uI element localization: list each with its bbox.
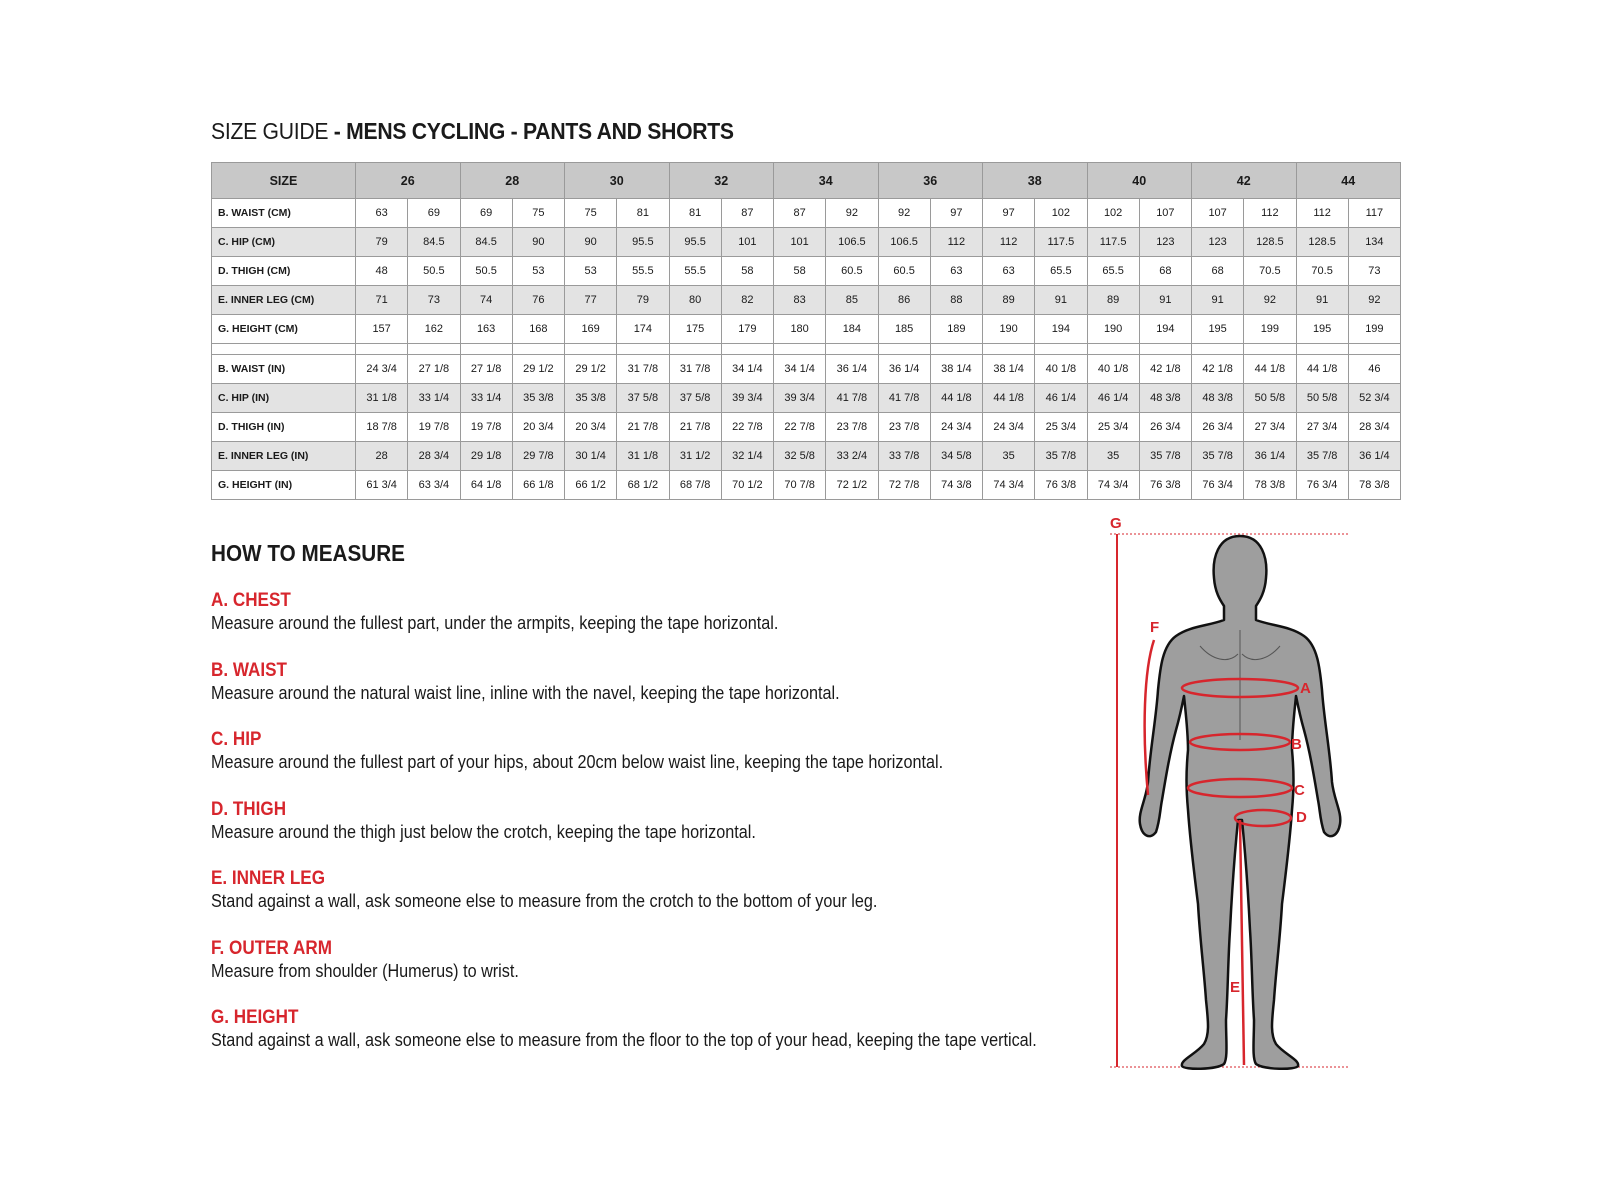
table-cell: 19 7/8 bbox=[460, 413, 512, 442]
table-cell: 107 bbox=[1139, 199, 1191, 228]
table-cell: 84.5 bbox=[408, 228, 460, 257]
table-cell: 27 1/8 bbox=[408, 355, 460, 384]
table-cell: 194 bbox=[1139, 315, 1191, 344]
table-cell: 36 1/4 bbox=[878, 355, 930, 384]
table-cell: 163 bbox=[460, 315, 512, 344]
table-cell: 74 3/8 bbox=[930, 471, 982, 500]
table-cell: 72 1/2 bbox=[826, 471, 878, 500]
how-to-measure-heading: HOW TO MEASURE bbox=[211, 540, 405, 566]
table-cell: 199 bbox=[1348, 315, 1400, 344]
size-header-32: 32 bbox=[669, 163, 774, 199]
table-cell: 34 1/4 bbox=[774, 355, 826, 384]
spacer-cell bbox=[826, 344, 878, 355]
table-cell: 80 bbox=[669, 286, 721, 315]
table-cell: 34 1/4 bbox=[721, 355, 773, 384]
table-row bbox=[212, 384, 1401, 413]
table-row bbox=[212, 442, 1401, 471]
table-cell: 90 bbox=[512, 228, 564, 257]
table-cell: 27 1/8 bbox=[460, 355, 512, 384]
table-cell: 60.5 bbox=[826, 257, 878, 286]
table-cell: 69 bbox=[460, 199, 512, 228]
table-cell: 34 5/8 bbox=[930, 442, 982, 471]
table-row bbox=[212, 315, 1401, 344]
table-cell: 168 bbox=[512, 315, 564, 344]
table-cell: 68 bbox=[1192, 257, 1244, 286]
table-cell: 55.5 bbox=[617, 257, 669, 286]
table-cell: 102 bbox=[1035, 199, 1087, 228]
table-cell: 101 bbox=[721, 228, 773, 257]
size-header-38: 38 bbox=[983, 163, 1088, 199]
table-cell: 39 3/4 bbox=[774, 384, 826, 413]
table-cell: 36 1/4 bbox=[1348, 442, 1400, 471]
label-c: C bbox=[1294, 782, 1305, 799]
table-cell: 65.5 bbox=[1035, 257, 1087, 286]
table-cell: 107 bbox=[1192, 199, 1244, 228]
measure-title: G. HEIGHT bbox=[211, 1007, 299, 1028]
measure-description: Measure around the fullest part, under the armpits, keeping the tape horizontal. bbox=[211, 613, 779, 633]
table-cell: 83 bbox=[774, 286, 826, 315]
table-cell: 74 3/4 bbox=[983, 471, 1035, 500]
size-header-26: 26 bbox=[356, 163, 461, 199]
table-cell: 97 bbox=[930, 199, 982, 228]
table-cell: 39 3/4 bbox=[721, 384, 773, 413]
row-label: D. THIGH (CM) bbox=[212, 257, 356, 286]
measure-item bbox=[211, 590, 1091, 660]
table-cell: 69 bbox=[408, 199, 460, 228]
table-cell: 199 bbox=[1244, 315, 1296, 344]
table-cell: 112 bbox=[1296, 199, 1348, 228]
spacer-cell bbox=[721, 344, 773, 355]
table-cell: 40 1/8 bbox=[1035, 355, 1087, 384]
table-cell: 58 bbox=[721, 257, 773, 286]
table-cell: 190 bbox=[983, 315, 1035, 344]
table-cell: 35 7/8 bbox=[1192, 442, 1244, 471]
table-cell: 79 bbox=[356, 228, 408, 257]
label-a: A bbox=[1300, 680, 1311, 697]
table-cell: 38 1/4 bbox=[930, 355, 982, 384]
table-cell: 190 bbox=[1087, 315, 1139, 344]
table-cell: 21 7/8 bbox=[617, 413, 669, 442]
table-cell: 66 1/8 bbox=[512, 471, 564, 500]
table-cell: 37 5/8 bbox=[669, 384, 721, 413]
size-table bbox=[211, 162, 1401, 500]
table-cell: 29 7/8 bbox=[512, 442, 564, 471]
table-cell: 46 1/4 bbox=[1087, 384, 1139, 413]
table-cell: 29 1/2 bbox=[512, 355, 564, 384]
table-cell: 26 3/4 bbox=[1192, 413, 1244, 442]
table-row bbox=[212, 471, 1401, 500]
measure-item bbox=[211, 799, 1091, 869]
table-cell: 25 3/4 bbox=[1087, 413, 1139, 442]
table-cell: 40 1/8 bbox=[1087, 355, 1139, 384]
table-cell: 44 1/8 bbox=[1296, 355, 1348, 384]
table-cell: 60.5 bbox=[878, 257, 930, 286]
table-cell: 35 bbox=[1087, 442, 1139, 471]
table-cell: 68 bbox=[1139, 257, 1191, 286]
measure-item bbox=[211, 1007, 1091, 1077]
table-cell: 81 bbox=[617, 199, 669, 228]
table-cell: 91 bbox=[1192, 286, 1244, 315]
table-cell: 33 2/4 bbox=[826, 442, 878, 471]
table-cell: 52 3/4 bbox=[1348, 384, 1400, 413]
row-label: C. HIP (IN) bbox=[212, 384, 356, 413]
table-cell: 123 bbox=[1192, 228, 1244, 257]
row-label: B. WAIST (CM) bbox=[212, 199, 356, 228]
measure-description: Measure around the thigh just below the crotch, keeping the tape horizontal. bbox=[211, 821, 756, 842]
table-cell: 128.5 bbox=[1296, 228, 1348, 257]
table-cell: 102 bbox=[1087, 199, 1139, 228]
spacer-cell bbox=[930, 344, 982, 355]
size-header-36: 36 bbox=[878, 163, 983, 199]
row-label: E. INNER LEG (CM) bbox=[212, 286, 356, 315]
measure-title: A. CHEST bbox=[211, 590, 291, 611]
table-cell: 85 bbox=[826, 286, 878, 315]
table-cell: 31 7/8 bbox=[669, 355, 721, 384]
table-cell: 92 bbox=[1348, 286, 1400, 315]
table-spacer-row bbox=[212, 344, 1401, 355]
table-cell: 95.5 bbox=[617, 228, 669, 257]
table-cell: 26 3/4 bbox=[1139, 413, 1191, 442]
row-label: E. INNER LEG (IN) bbox=[212, 442, 356, 471]
measure-item bbox=[211, 729, 1091, 799]
measure-item bbox=[211, 868, 1091, 938]
measure-title: E. INNER LEG bbox=[211, 868, 326, 889]
measure-title: B. WAIST bbox=[211, 659, 288, 681]
table-cell: 112 bbox=[930, 228, 982, 257]
table-cell: 42 1/8 bbox=[1192, 355, 1244, 384]
table-cell: 91 bbox=[1035, 286, 1087, 315]
table-cell: 48 bbox=[356, 257, 408, 286]
size-header-42: 42 bbox=[1192, 163, 1297, 199]
spacer-cell bbox=[1296, 344, 1348, 355]
spacer-cell bbox=[669, 344, 721, 355]
table-cell: 78 3/8 bbox=[1244, 471, 1296, 500]
table-cell: 38 1/4 bbox=[983, 355, 1035, 384]
table-cell: 31 1/2 bbox=[669, 442, 721, 471]
table-cell: 23 7/8 bbox=[826, 413, 878, 442]
spacer-cell bbox=[1035, 344, 1087, 355]
table-cell: 50 5/8 bbox=[1296, 384, 1348, 413]
size-header-30: 30 bbox=[565, 163, 670, 199]
table-cell: 70 7/8 bbox=[774, 471, 826, 500]
table-cell: 89 bbox=[983, 286, 1035, 315]
table-cell: 24 3/4 bbox=[983, 413, 1035, 442]
page-title bbox=[211, 118, 734, 145]
table-cell: 46 1/4 bbox=[1035, 384, 1087, 413]
table-cell: 35 7/8 bbox=[1035, 442, 1087, 471]
table-cell: 128.5 bbox=[1244, 228, 1296, 257]
measure-description: Measure around the fullest part of your hips, about 20cm below waist line, keeping the tape horizontal. bbox=[211, 752, 944, 772]
table-cell: 32 1/4 bbox=[721, 442, 773, 471]
table-cell: 74 3/4 bbox=[1087, 471, 1139, 500]
label-e: E bbox=[1230, 979, 1241, 996]
table-cell: 24 3/4 bbox=[930, 413, 982, 442]
size-header-label: SIZE bbox=[212, 163, 356, 199]
table-cell: 27 3/4 bbox=[1296, 413, 1348, 442]
table-cell: 31 1/8 bbox=[617, 442, 669, 471]
measure-description: Measure around the natural waist line, inline with the navel, keeping the tape horizontal. bbox=[211, 682, 840, 703]
table-cell: 91 bbox=[1139, 286, 1191, 315]
table-cell: 123 bbox=[1139, 228, 1191, 257]
table-cell: 50.5 bbox=[460, 257, 512, 286]
table-cell: 75 bbox=[565, 199, 617, 228]
table-cell: 97 bbox=[983, 199, 1035, 228]
size-header-40: 40 bbox=[1087, 163, 1192, 199]
measure-description: Stand against a wall, ask someone else to measure from the crotch to the bottom of your leg. bbox=[211, 891, 878, 911]
size-header-44: 44 bbox=[1296, 163, 1401, 199]
table-cell: 50.5 bbox=[408, 257, 460, 286]
table-cell: 32 5/8 bbox=[774, 442, 826, 471]
table-cell: 24 3/4 bbox=[356, 355, 408, 384]
row-label: C. HIP (CM) bbox=[212, 228, 356, 257]
table-cell: 36 1/4 bbox=[826, 355, 878, 384]
table-cell: 76 3/8 bbox=[1139, 471, 1191, 500]
table-cell: 63 3/4 bbox=[408, 471, 460, 500]
spacer-cell bbox=[212, 344, 356, 355]
measure-item bbox=[211, 660, 1091, 730]
table-cell: 179 bbox=[721, 315, 773, 344]
spacer-cell bbox=[617, 344, 669, 355]
table-cell: 82 bbox=[721, 286, 773, 315]
spacer-cell bbox=[408, 344, 460, 355]
table-cell: 53 bbox=[565, 257, 617, 286]
table-cell: 68 1/2 bbox=[617, 471, 669, 500]
spacer-cell bbox=[1139, 344, 1191, 355]
spacer-cell bbox=[565, 344, 617, 355]
table-cell: 22 7/8 bbox=[721, 413, 773, 442]
table-cell: 95.5 bbox=[669, 228, 721, 257]
size-header-34: 34 bbox=[774, 163, 879, 199]
table-cell: 20 3/4 bbox=[512, 413, 564, 442]
table-cell: 87 bbox=[774, 199, 826, 228]
table-row bbox=[212, 413, 1401, 442]
table-cell: 76 3/4 bbox=[1192, 471, 1244, 500]
table-cell: 174 bbox=[617, 315, 669, 344]
table-cell: 112 bbox=[1244, 199, 1296, 228]
table-cell: 50 5/8 bbox=[1244, 384, 1296, 413]
table-cell: 22 7/8 bbox=[774, 413, 826, 442]
table-cell: 117.5 bbox=[1087, 228, 1139, 257]
table-cell: 48 3/8 bbox=[1139, 384, 1191, 413]
table-cell: 81 bbox=[669, 199, 721, 228]
table-cell: 87 bbox=[721, 199, 773, 228]
table-cell: 63 bbox=[930, 257, 982, 286]
size-table-body bbox=[212, 199, 1401, 500]
table-cell: 63 bbox=[983, 257, 1035, 286]
table-cell: 92 bbox=[826, 199, 878, 228]
table-cell: 35 3/8 bbox=[512, 384, 564, 413]
table-cell: 73 bbox=[1348, 257, 1400, 286]
table-cell: 70 1/2 bbox=[721, 471, 773, 500]
table-cell: 61 3/4 bbox=[356, 471, 408, 500]
spacer-cell bbox=[774, 344, 826, 355]
table-cell: 79 bbox=[617, 286, 669, 315]
table-cell: 76 bbox=[512, 286, 564, 315]
table-cell: 106.5 bbox=[878, 228, 930, 257]
row-label: G. HEIGHT (CM) bbox=[212, 315, 356, 344]
spacer-cell bbox=[983, 344, 1035, 355]
table-cell: 44 1/8 bbox=[930, 384, 982, 413]
table-cell: 112 bbox=[983, 228, 1035, 257]
table-cell: 42 1/8 bbox=[1139, 355, 1191, 384]
table-cell: 194 bbox=[1035, 315, 1087, 344]
table-cell: 92 bbox=[1244, 286, 1296, 315]
spacer-cell bbox=[878, 344, 930, 355]
table-cell: 46 bbox=[1348, 355, 1400, 384]
table-cell: 28 3/4 bbox=[408, 442, 460, 471]
table-cell: 35 3/8 bbox=[565, 384, 617, 413]
table-cell: 33 7/8 bbox=[878, 442, 930, 471]
table-cell: 18 7/8 bbox=[356, 413, 408, 442]
table-cell: 31 1/8 bbox=[356, 384, 408, 413]
table-cell: 189 bbox=[930, 315, 982, 344]
table-cell: 90 bbox=[565, 228, 617, 257]
spacer-cell bbox=[1348, 344, 1400, 355]
table-row bbox=[212, 355, 1401, 384]
table-cell: 25 3/4 bbox=[1035, 413, 1087, 442]
table-cell: 37 5/8 bbox=[617, 384, 669, 413]
measure-description: Measure from shoulder (Humerus) to wrist. bbox=[211, 960, 519, 981]
table-cell: 74 bbox=[460, 286, 512, 315]
table-cell: 33 1/4 bbox=[460, 384, 512, 413]
table-cell: 91 bbox=[1296, 286, 1348, 315]
table-cell: 88 bbox=[930, 286, 982, 315]
table-cell: 28 3/4 bbox=[1348, 413, 1400, 442]
table-cell: 117.5 bbox=[1035, 228, 1087, 257]
table-cell: 35 7/8 bbox=[1296, 442, 1348, 471]
table-cell: 73 bbox=[408, 286, 460, 315]
table-cell: 64 1/8 bbox=[460, 471, 512, 500]
row-label: B. WAIST (IN) bbox=[212, 355, 356, 384]
table-cell: 30 1/4 bbox=[565, 442, 617, 471]
table-cell: 185 bbox=[878, 315, 930, 344]
table-cell: 195 bbox=[1192, 315, 1244, 344]
table-cell: 76 3/4 bbox=[1296, 471, 1348, 500]
label-g: G bbox=[1110, 515, 1122, 532]
table-cell: 27 3/4 bbox=[1244, 413, 1296, 442]
table-cell: 33 1/4 bbox=[408, 384, 460, 413]
table-cell: 28 bbox=[356, 442, 408, 471]
table-cell: 68 7/8 bbox=[669, 471, 721, 500]
measure-title: F. OUTER ARM bbox=[211, 937, 332, 959]
table-cell: 35 7/8 bbox=[1139, 442, 1191, 471]
table-row bbox=[212, 228, 1401, 257]
table-cell: 48 3/8 bbox=[1192, 384, 1244, 413]
table-cell: 29 1/8 bbox=[460, 442, 512, 471]
table-cell: 71 bbox=[356, 286, 408, 315]
label-f: F bbox=[1150, 619, 1160, 636]
table-cell: 63 bbox=[356, 199, 408, 228]
row-label: G. HEIGHT (IN) bbox=[212, 471, 356, 500]
spacer-cell bbox=[1087, 344, 1139, 355]
table-cell: 53 bbox=[512, 257, 564, 286]
table-cell: 44 1/8 bbox=[1244, 355, 1296, 384]
label-b: B bbox=[1291, 736, 1302, 753]
table-cell: 70.5 bbox=[1296, 257, 1348, 286]
table-row bbox=[212, 199, 1401, 228]
table-row bbox=[212, 286, 1401, 315]
table-cell: 175 bbox=[669, 315, 721, 344]
table-cell: 65.5 bbox=[1087, 257, 1139, 286]
table-cell: 162 bbox=[408, 315, 460, 344]
table-cell: 41 7/8 bbox=[826, 384, 878, 413]
table-cell: 35 bbox=[983, 442, 1035, 471]
table-cell: 21 7/8 bbox=[669, 413, 721, 442]
title-prefix: SIZE GUIDE bbox=[211, 118, 329, 144]
table-cell: 72 7/8 bbox=[878, 471, 930, 500]
table-cell: 92 bbox=[878, 199, 930, 228]
table-cell: 117 bbox=[1348, 199, 1400, 228]
measure-item bbox=[211, 938, 1091, 1008]
spacer-cell bbox=[356, 344, 408, 355]
table-cell: 180 bbox=[774, 315, 826, 344]
inner-leg-line bbox=[1240, 820, 1244, 1065]
measure-instructions bbox=[211, 590, 1091, 1077]
table-cell: 58 bbox=[774, 257, 826, 286]
table-cell: 70.5 bbox=[1244, 257, 1296, 286]
table-cell: 36 1/4 bbox=[1244, 442, 1296, 471]
table-cell: 20 3/4 bbox=[565, 413, 617, 442]
measure-title: D. THIGH bbox=[211, 798, 287, 820]
table-cell: 184 bbox=[826, 315, 878, 344]
size-header-row bbox=[212, 163, 1401, 199]
table-cell: 66 1/2 bbox=[565, 471, 617, 500]
table-cell: 195 bbox=[1296, 315, 1348, 344]
table-cell: 19 7/8 bbox=[408, 413, 460, 442]
table-cell: 41 7/8 bbox=[878, 384, 930, 413]
table-cell: 101 bbox=[774, 228, 826, 257]
measure-title: C. HIP bbox=[211, 729, 262, 750]
table-cell: 157 bbox=[356, 315, 408, 344]
table-cell: 44 1/8 bbox=[983, 384, 1035, 413]
measure-description: Stand against a wall, ask someone else to measure from the floor to the top of your head, keeping the tape vertical. bbox=[211, 1030, 1037, 1050]
table-cell: 86 bbox=[878, 286, 930, 315]
spacer-cell bbox=[512, 344, 564, 355]
table-cell: 84.5 bbox=[460, 228, 512, 257]
table-cell: 55.5 bbox=[669, 257, 721, 286]
row-label: D. THIGH (IN) bbox=[212, 413, 356, 442]
table-cell: 75 bbox=[512, 199, 564, 228]
table-cell: 134 bbox=[1348, 228, 1400, 257]
table-cell: 78 3/8 bbox=[1348, 471, 1400, 500]
label-d: D bbox=[1296, 809, 1307, 826]
table-cell: 76 3/8 bbox=[1035, 471, 1087, 500]
spacer-cell bbox=[1192, 344, 1244, 355]
body-measurement-figure bbox=[1110, 515, 1360, 1080]
table-cell: 29 1/2 bbox=[565, 355, 617, 384]
table-cell: 89 bbox=[1087, 286, 1139, 315]
table-cell: 23 7/8 bbox=[878, 413, 930, 442]
spacer-cell bbox=[460, 344, 512, 355]
size-header-28: 28 bbox=[460, 163, 565, 199]
table-row bbox=[212, 257, 1401, 286]
table-cell: 169 bbox=[565, 315, 617, 344]
table-cell: 77 bbox=[565, 286, 617, 315]
table-cell: 31 7/8 bbox=[617, 355, 669, 384]
table-cell: 106.5 bbox=[826, 228, 878, 257]
title-main: - MENS CYCLING - PANTS AND SHORTS bbox=[328, 118, 734, 144]
spacer-cell bbox=[1244, 344, 1296, 355]
